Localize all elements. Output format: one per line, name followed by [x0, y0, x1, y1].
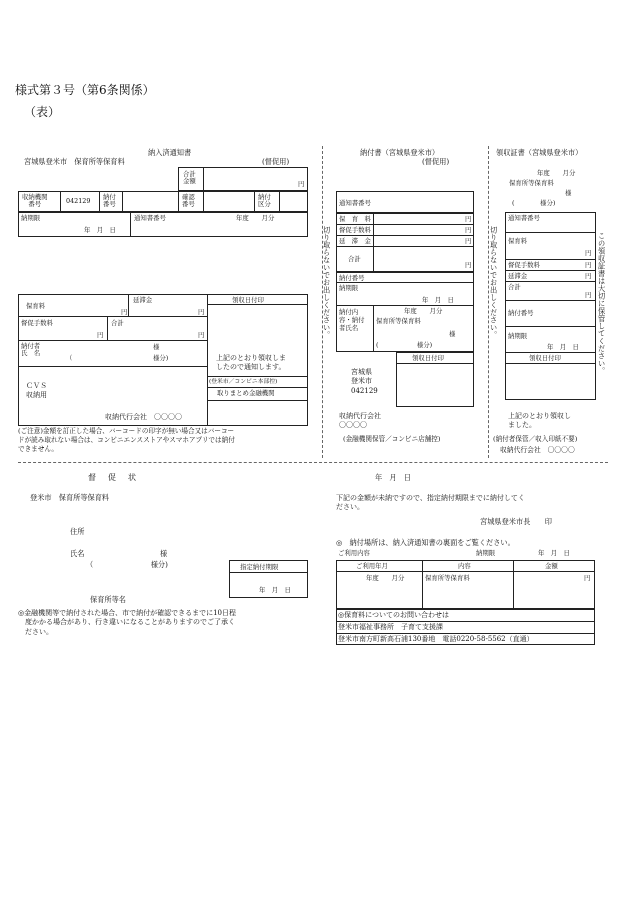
payer-sama: 様 [153, 343, 160, 351]
receipt-sum-yen: 円 [585, 291, 592, 299]
letter-body: 下記の金額が未納ですので、指定納付期限までに納付してく ださい。 [336, 494, 525, 512]
cut-note-2: 切り取らないでお出しください。 [489, 226, 499, 339]
slip-content-item: 保育所等保育料 [376, 317, 421, 325]
slip-notice-label: 通知書番号 [339, 199, 371, 207]
usage-th-content: 内容 [458, 562, 471, 570]
form-number: 様式第３号（第6条関係） [15, 83, 155, 97]
slip-sama: 様 [449, 330, 456, 338]
payer-paren: （ [66, 354, 73, 362]
receipt-notice-label: 通知書番号 [508, 214, 540, 222]
confirm-number-label: 確認 番号 [182, 193, 195, 209]
inquiry-dept: 登米市福祉事務所 子育て支援課 [338, 623, 443, 631]
receipt-stamp-label: 領収日付印 [529, 354, 561, 362]
slip-yen-2: 円 [465, 226, 472, 234]
dunning-addressee: 登米市 保育所等保育料 [30, 493, 110, 502]
slip-receipt-stamp: 領収日付印 [412, 354, 444, 362]
aggregating-bank: 取りまとめ金融機関 [217, 389, 275, 397]
payment-place-note: ◎ 納付場所は、納入済通知書の裏面をご覧ください。 [336, 538, 515, 547]
receipt-title: 領収証書（宮城県登米市） [496, 148, 583, 157]
usage-td-amount: 円 [584, 574, 591, 582]
receipt-sum-label: 合計 [508, 283, 521, 291]
slip-city: 宮城県 登米市 042129 [351, 368, 378, 395]
usage-th-amount: 金額 [545, 562, 558, 570]
slip-content-label: 納付内 容・納付 者氏名 [339, 308, 365, 332]
payer-name-label: 納付者 氏 名 [21, 342, 41, 358]
slip-row-delay: 延 滞 金 [339, 237, 371, 245]
notice-issuer: 宮城県登米市 保育所等保育料 [24, 157, 125, 166]
bank-note: ◎金融機関等で納付された場合、市で納付が確認できるまでに10日程 度かかる場合があり、行き違いになることがありますのでご了承く ださい。 [18, 609, 237, 636]
receipt-due-label: 納期限 [508, 332, 528, 340]
delay-fee-yen: 円 [198, 308, 205, 316]
slip-content-year: 年度 月分 [404, 307, 443, 315]
dun-fee-label: 督促手数料 [21, 319, 53, 327]
slip-sum-yen: 円 [465, 261, 472, 269]
notice-kind: (督促用) [262, 157, 290, 166]
slip-row-hoiku: 保 育 料 [339, 215, 371, 223]
receipt-payer-number-label: 納付番号 [508, 309, 534, 317]
mayor-signature: 宮城県登米市長 印 [480, 517, 552, 526]
letter-date: 年 月 日 [375, 473, 411, 482]
usage-td-content: 保育所等保育料 [425, 574, 470, 582]
receipt-delay-yen: 円 [585, 272, 592, 280]
agent-label: 収納代行会社 〇〇〇〇 [105, 413, 182, 421]
slip-keep-note: (金融機関保管／コンビニ店舗控) [343, 435, 441, 443]
slip-bunsama: ( 様分) [376, 341, 433, 349]
slip-sum-label: 合計 [348, 255, 361, 263]
dunning-title: 督 促 状 [88, 473, 138, 482]
receipt-message: 上記のとおり領収しま したので通知します。 [216, 354, 286, 371]
receipt-due-date: 年 月 日 [547, 343, 579, 351]
slip-yen-1: 円 [465, 215, 472, 223]
slip-row-fee: 督促手数料 [339, 226, 371, 234]
due-box-label: 指定納付期限 [240, 563, 279, 571]
sum-yen: 円 [198, 331, 205, 339]
slip-payer-number-label: 納付番号 [339, 274, 365, 282]
sum-label: 合計 [111, 319, 124, 327]
slip-due-label: 納期限 [339, 284, 359, 292]
side-label: （表） [24, 105, 61, 119]
notice-title: 納入済通知書 [148, 148, 192, 157]
cvs-label: ＣＶＳ 収納用 [26, 382, 47, 400]
slip-due-date: 年 月 日 [422, 296, 454, 304]
due-date: 年 月 日 [84, 226, 116, 234]
total-box [178, 167, 308, 191]
payment-category-label: 納付 区分 [258, 193, 271, 209]
receipt-hoiku-label: 保育料 [508, 237, 528, 245]
inquiry-title: ◎保育料についてのお問い合わせは [338, 611, 449, 619]
dunning-sama: 様 [160, 549, 168, 558]
inquiry-address: 登米市南方町新高石浦130番地 電話0220-58-5562（直通） [338, 635, 534, 643]
store-hq-copy: (登米市／コンビニ本部控) [209, 379, 278, 385]
hoiku-fee-yen: 円 [121, 308, 128, 316]
notice-number-label: 通知書番号 [134, 214, 166, 222]
receipt-side-note: この領収証書は大切に保管してください。 [597, 232, 607, 375]
receipt-bunsama: ( 様分) [512, 199, 556, 207]
receipt-message: 上記のとおり領収し ました。 [508, 412, 571, 430]
slip-title: 納付書（宮城県登米市） [360, 148, 440, 157]
hoiku-fee-label: 保育料 [26, 302, 46, 310]
payer-number-label: 納付 番号 [103, 193, 116, 209]
usage-due-date: 年 月 日 [538, 549, 570, 557]
cut-note-1: 切り取らないでお出しください。 [322, 226, 332, 339]
receipt-stamp-label: 領収日付印 [232, 296, 264, 304]
receipt-delay-label: 延滞金 [508, 272, 528, 280]
dunning-name-label: 氏名 [70, 549, 85, 558]
slip-agent: 収納代行会社 〇〇〇〇 [339, 412, 381, 430]
usage-due-label: 納期限 [476, 549, 496, 557]
dunning-bunsama: （ 様分) [86, 560, 168, 569]
receipt-agent: 収納代行会社 〇〇〇〇 [500, 446, 575, 454]
receipt-sama: 様 [565, 189, 572, 197]
slip-yen-3: 円 [465, 237, 472, 245]
cut-line-horizontal [18, 462, 608, 463]
slip-kind: (督促用) [422, 157, 450, 166]
receipt-year-month: 年度 月分 [537, 169, 576, 177]
usage-th-month: ご利用年月 [356, 562, 388, 570]
usage-td-month: 年度 月分 [366, 574, 405, 582]
receipt-fee-label: 督促手数料 [508, 261, 540, 269]
delay-fee-label: 延滞金 [133, 296, 153, 304]
cut-line-2 [488, 146, 489, 458]
dun-fee-yen: 円 [97, 331, 104, 339]
total-yen: 円 [298, 180, 305, 188]
notice-year-month: 年度 月分 [236, 214, 275, 222]
receipt-keep-note: (納付者保管／収入印紙不要) [493, 435, 578, 443]
facility-label: 保育所等名 [90, 595, 126, 604]
due-label: 納期限 [21, 214, 41, 222]
dunning-address-label: 住所 [70, 527, 85, 536]
institution-number: 042129 [66, 197, 91, 205]
total-label: 合計 金額 [183, 170, 196, 186]
payer-bunsama: 様分) [153, 354, 169, 362]
receipt-fee-yen: 円 [585, 261, 592, 269]
due-box-date: 年 月 日 [259, 586, 291, 594]
receipt-item: 保育所等保育料 [509, 179, 554, 187]
receipt-hoiku-yen: 円 [585, 249, 592, 257]
caution-note: (ご注意)金額を訂正した場合、バーコードの印字が無い場合又はバーコー ドが読み取れない場合は、コンビニエンスストアやスマホアプリでは納付 できません。 [18, 427, 235, 453]
institution-label: 収納機関 番号 [22, 193, 48, 209]
usage-label: ご利用内容 [338, 549, 370, 557]
